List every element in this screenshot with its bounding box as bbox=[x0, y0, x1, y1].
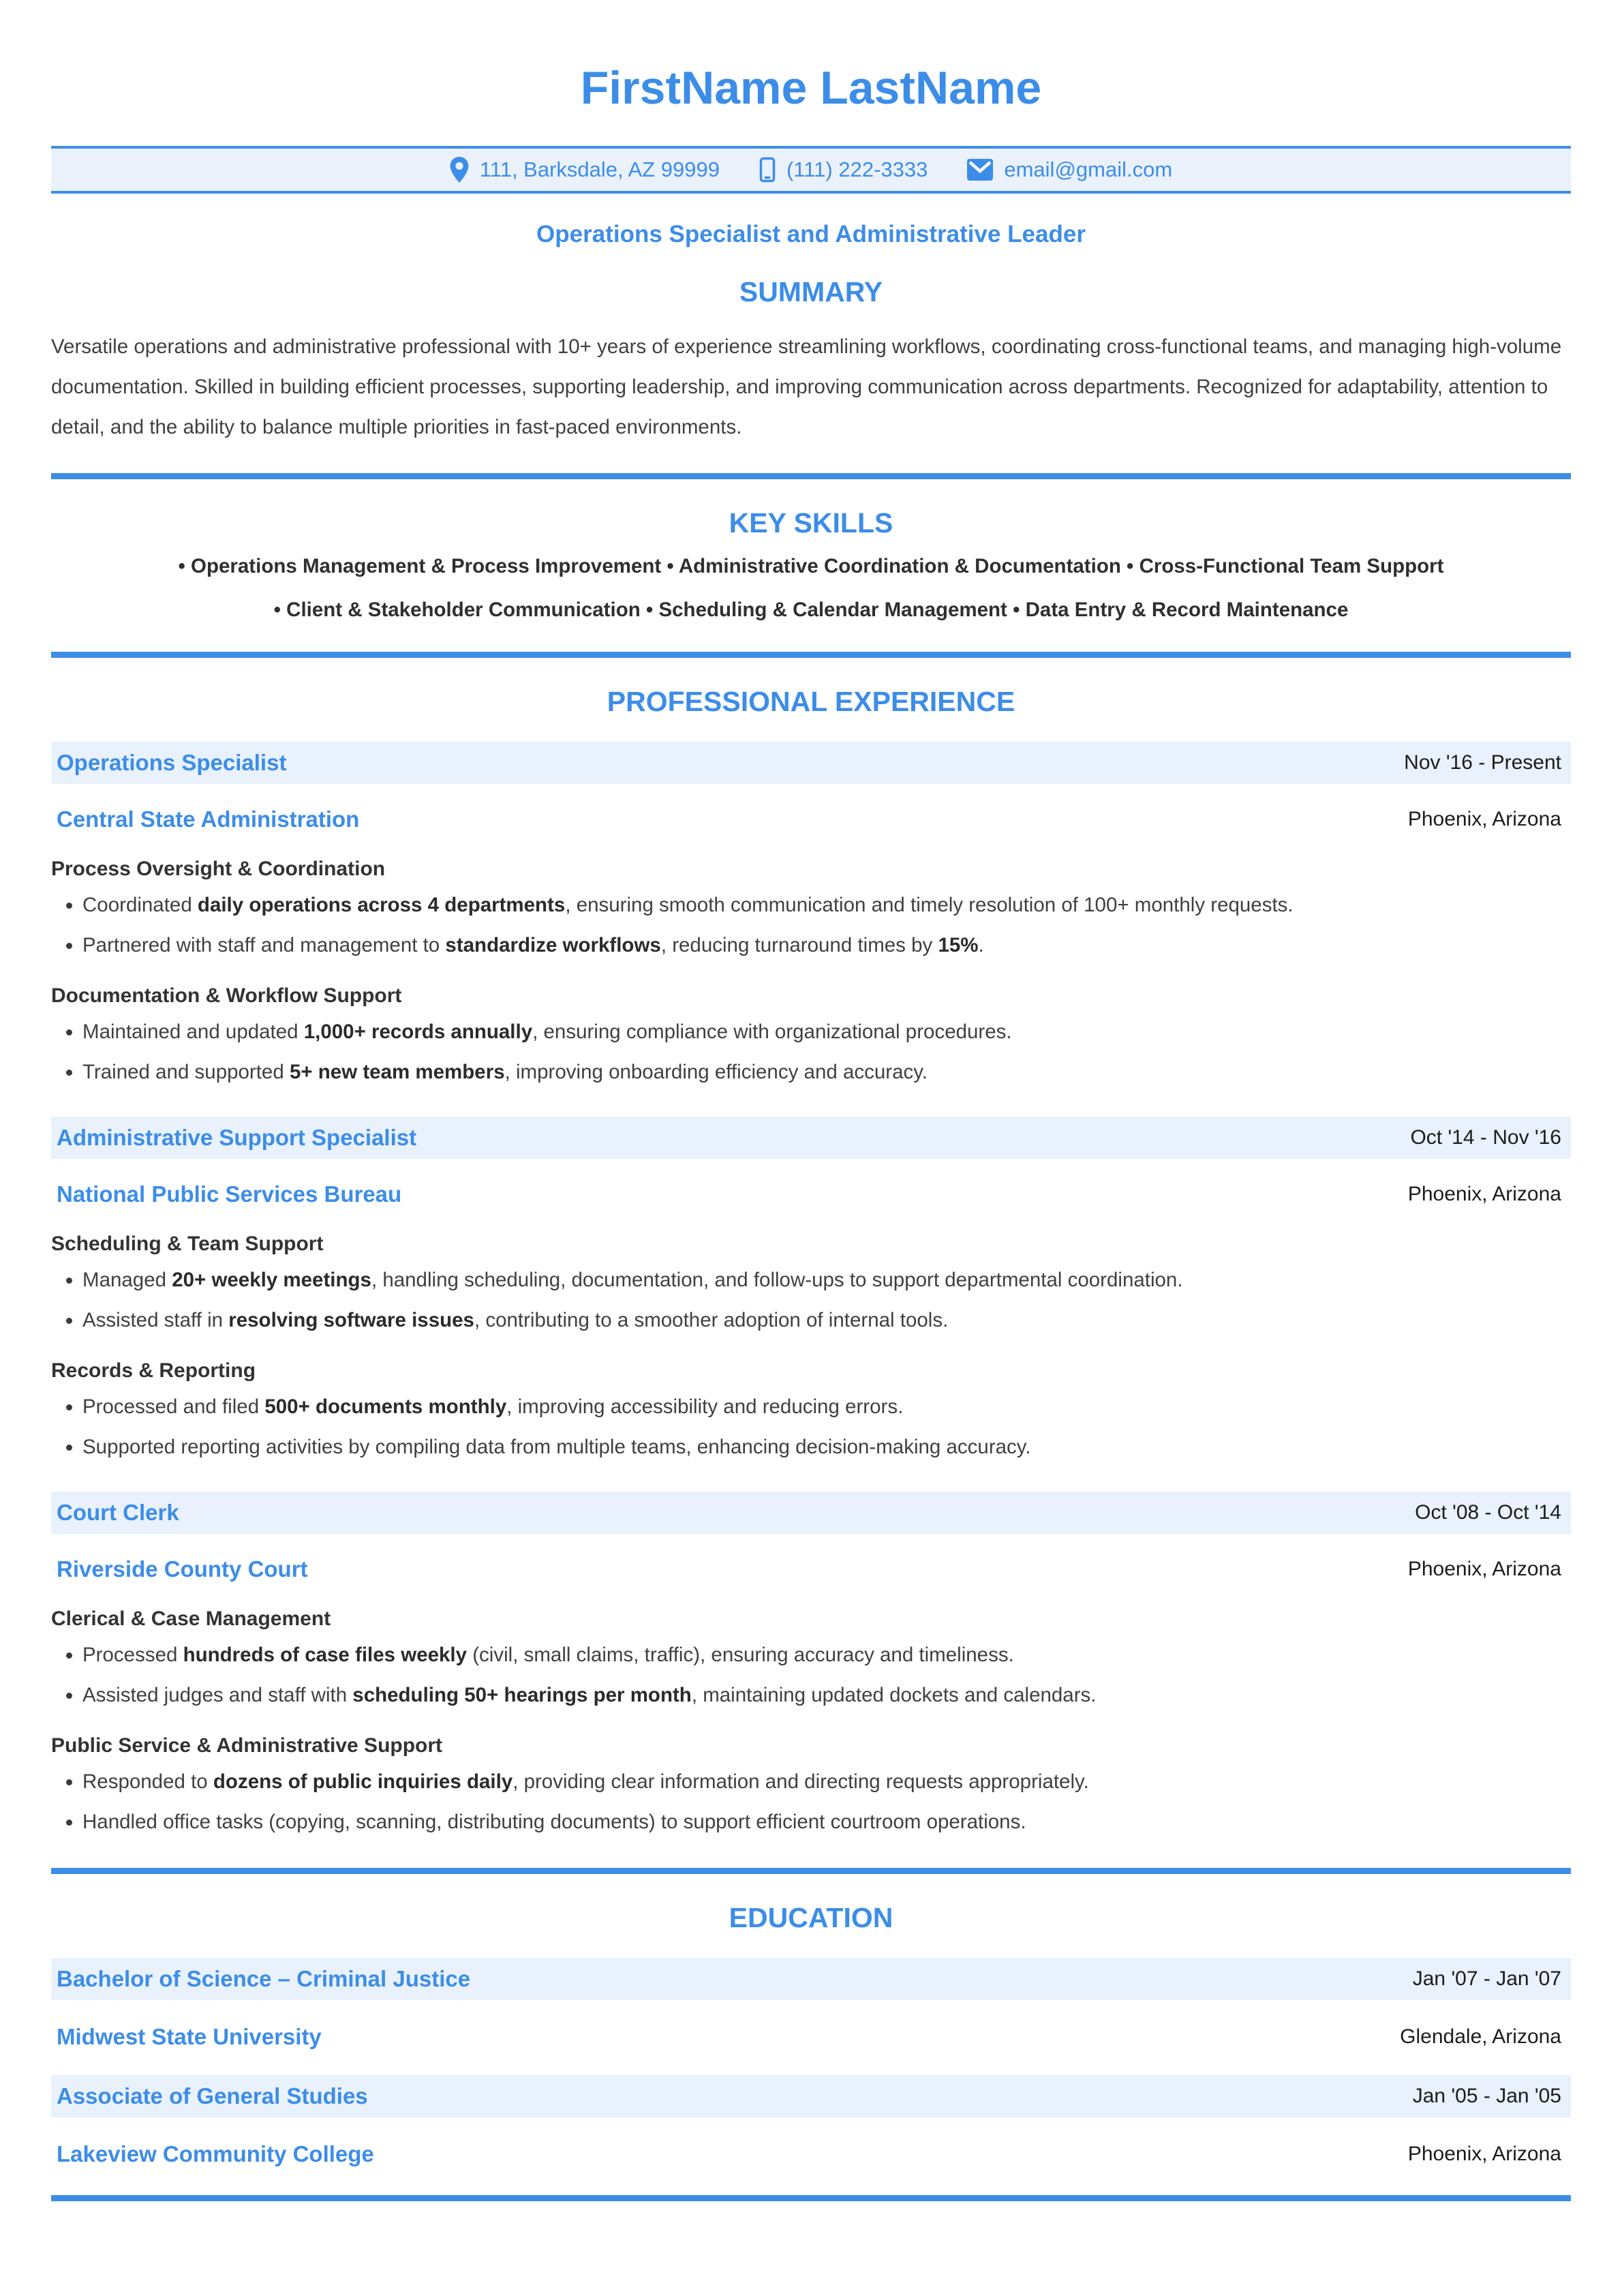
bullet-list bbox=[51, 1260, 1571, 1340]
bullet-item: • Assisted staff in resolving software issues, contributing to a smoother adoption of internal tools. bbox=[82, 1300, 1571, 1340]
school-name: Lakeview Community College bbox=[57, 2141, 374, 2166]
headline: Operations Specialist and Administrative Leader bbox=[536, 221, 1086, 248]
bullet-list bbox=[51, 1012, 1571, 1092]
job-group-heading: Documentation & Workflow Support bbox=[51, 984, 402, 1007]
degree-name: Bachelor of Science – Criminal Justice bbox=[57, 1966, 471, 1991]
job-group-heading: Scheduling & Team Support bbox=[51, 1232, 324, 1255]
school-location: Glendale, Arizona bbox=[1400, 2025, 1561, 2048]
section-divider bbox=[51, 473, 1571, 479]
contact-address bbox=[450, 157, 720, 183]
section-divider bbox=[51, 1868, 1571, 1874]
contact-bar bbox=[51, 146, 1571, 194]
education-entry bbox=[51, 1958, 1571, 2056]
job-group-heading: Records & Reporting bbox=[51, 1359, 256, 1382]
email-text: email@gmail.com bbox=[1004, 157, 1173, 182]
degree-row bbox=[51, 2075, 1571, 2117]
email-icon bbox=[967, 159, 993, 181]
degree-name: Associate of General Studies bbox=[57, 2083, 368, 2109]
job-title-row bbox=[51, 1117, 1571, 1159]
address-text: 111, Barksdale, AZ 99999 bbox=[479, 157, 720, 182]
job-dates: Oct '14 - Nov '16 bbox=[1410, 1126, 1561, 1149]
contact-phone bbox=[759, 157, 928, 183]
skills-line-1: • Operations Management & Process Improvement • Administrative Coordination & Documentation • Cross-Functional Team Support bbox=[178, 555, 1444, 578]
bullet-item: • Handled office tasks (copying, scanning, distributing documents) to support efficient courtroom operations. bbox=[82, 1802, 1571, 1842]
person-name: FirstName LastName bbox=[580, 62, 1042, 114]
contact-email bbox=[967, 157, 1172, 182]
bullet-list bbox=[51, 1635, 1571, 1715]
job-group-heading: Process Oversight & Coordination bbox=[51, 857, 386, 880]
bullet-item: • Responded to dozens of public inquiries daily, providing clear information and directing requests appropriately. bbox=[82, 1762, 1571, 1802]
school-row bbox=[51, 2018, 1571, 2056]
job-title-row bbox=[51, 1492, 1571, 1534]
job-entry bbox=[51, 742, 1571, 1092]
bullet-item: • Supported reporting activities by compiling data from multiple teams, enhancing decision-making accuracy. bbox=[82, 1427, 1571, 1467]
job-company-row bbox=[51, 1550, 1571, 1588]
job-dates: Oct '08 - Oct '14 bbox=[1415, 1500, 1561, 1524]
section-title-key-skills: KEY SKILLS bbox=[729, 507, 893, 539]
job-company-row bbox=[51, 800, 1571, 839]
section-divider bbox=[51, 652, 1571, 658]
phone-icon bbox=[759, 157, 776, 183]
section-title-summary: SUMMARY bbox=[739, 276, 883, 308]
job-entry bbox=[51, 1117, 1571, 1467]
job-group-heading: Clerical & Case Management bbox=[51, 1607, 331, 1630]
job-location: Phoenix, Arizona bbox=[1407, 1557, 1561, 1580]
degree-dates: Jan '05 - Jan '05 bbox=[1412, 2085, 1561, 2107]
degree-row bbox=[51, 1958, 1571, 2000]
job-title: Operations Specialist bbox=[57, 749, 287, 775]
bullet-item: • Partnered with staff and management to standardize workflows, reducing turnaround times by 15%. bbox=[82, 925, 1571, 965]
job-title: Administrative Support Specialist bbox=[57, 1124, 417, 1150]
location-pin-icon bbox=[450, 157, 469, 183]
education-entry bbox=[51, 2075, 1571, 2173]
bullet-item: • Trained and supported 5+ new team members, improving onboarding efficiency and accuracy. bbox=[82, 1052, 1571, 1092]
bullet-list bbox=[51, 885, 1571, 965]
school-location: Phoenix, Arizona bbox=[1407, 2143, 1561, 2165]
bullet-item: • Assisted judges and staff with scheduling 50+ hearings per month, maintaining updated dockets and calendars. bbox=[82, 1675, 1571, 1715]
bullet-item: • Maintained and updated 1,000+ records annually, ensuring compliance with organizational procedures. bbox=[82, 1012, 1571, 1052]
bullet-list bbox=[51, 1762, 1571, 1842]
job-group-heading: Public Service & Administrative Support bbox=[51, 1734, 443, 1757]
bullet-item: • Processed hundreds of case files weekly (civil, small claims, traffic), ensuring accuracy and timeliness. bbox=[82, 1635, 1571, 1675]
job-entry bbox=[51, 1492, 1571, 1842]
job-location: Phoenix, Arizona bbox=[1407, 1182, 1561, 1205]
degree-dates: Jan '07 - Jan '07 bbox=[1412, 1967, 1561, 1990]
section-divider bbox=[51, 2195, 1571, 2201]
school-row bbox=[51, 2135, 1571, 2173]
bullet-item: • Processed and filed 500+ documents monthly, improving accessibility and reducing errors. bbox=[82, 1387, 1571, 1427]
job-title: Court Clerk bbox=[57, 1499, 179, 1525]
section-title-education: EDUCATION bbox=[729, 1901, 893, 1933]
job-location: Phoenix, Arizona bbox=[1407, 807, 1561, 830]
skills-line-2: • Client & Stakeholder Communication • Scheduling & Calendar Management • Data Entry & Record Maintenance bbox=[273, 599, 1349, 622]
school-name: Midwest State University bbox=[57, 2024, 322, 2049]
bullet-item: • Managed 20+ weekly meetings, handling scheduling, documentation, and follow-ups to support departmental coordination. bbox=[82, 1260, 1571, 1300]
bullet-item: • Coordinated daily operations across 4 departments, ensuring smooth communication and timely resolution of 100+ monthly requests. bbox=[82, 885, 1571, 925]
job-company: Central State Administration bbox=[57, 806, 360, 832]
job-company-row bbox=[51, 1175, 1571, 1213]
job-title-row bbox=[51, 742, 1571, 784]
summary-text: Versatile operations and administrative professional with 10+ years of experience streamlining workflows, coordinating cross-functional teams, and managing high-volume documentation. Skilled in building efficient processes, supporting leadership, and improving communication across departments. Recognized for adaptability, attention to detail, and the ability to balance multiple priorities in fast-paced environments. bbox=[51, 335, 1562, 439]
bullet-list bbox=[51, 1387, 1571, 1467]
job-company: Riverside County Court bbox=[57, 1556, 308, 1582]
phone-text: (111) 222-3333 bbox=[786, 157, 928, 182]
job-dates: Nov '16 - Present bbox=[1404, 751, 1561, 774]
section-title-experience: PROFESSIONAL EXPERIENCE bbox=[607, 685, 1015, 717]
job-company: National Public Services Bureau bbox=[57, 1181, 402, 1207]
